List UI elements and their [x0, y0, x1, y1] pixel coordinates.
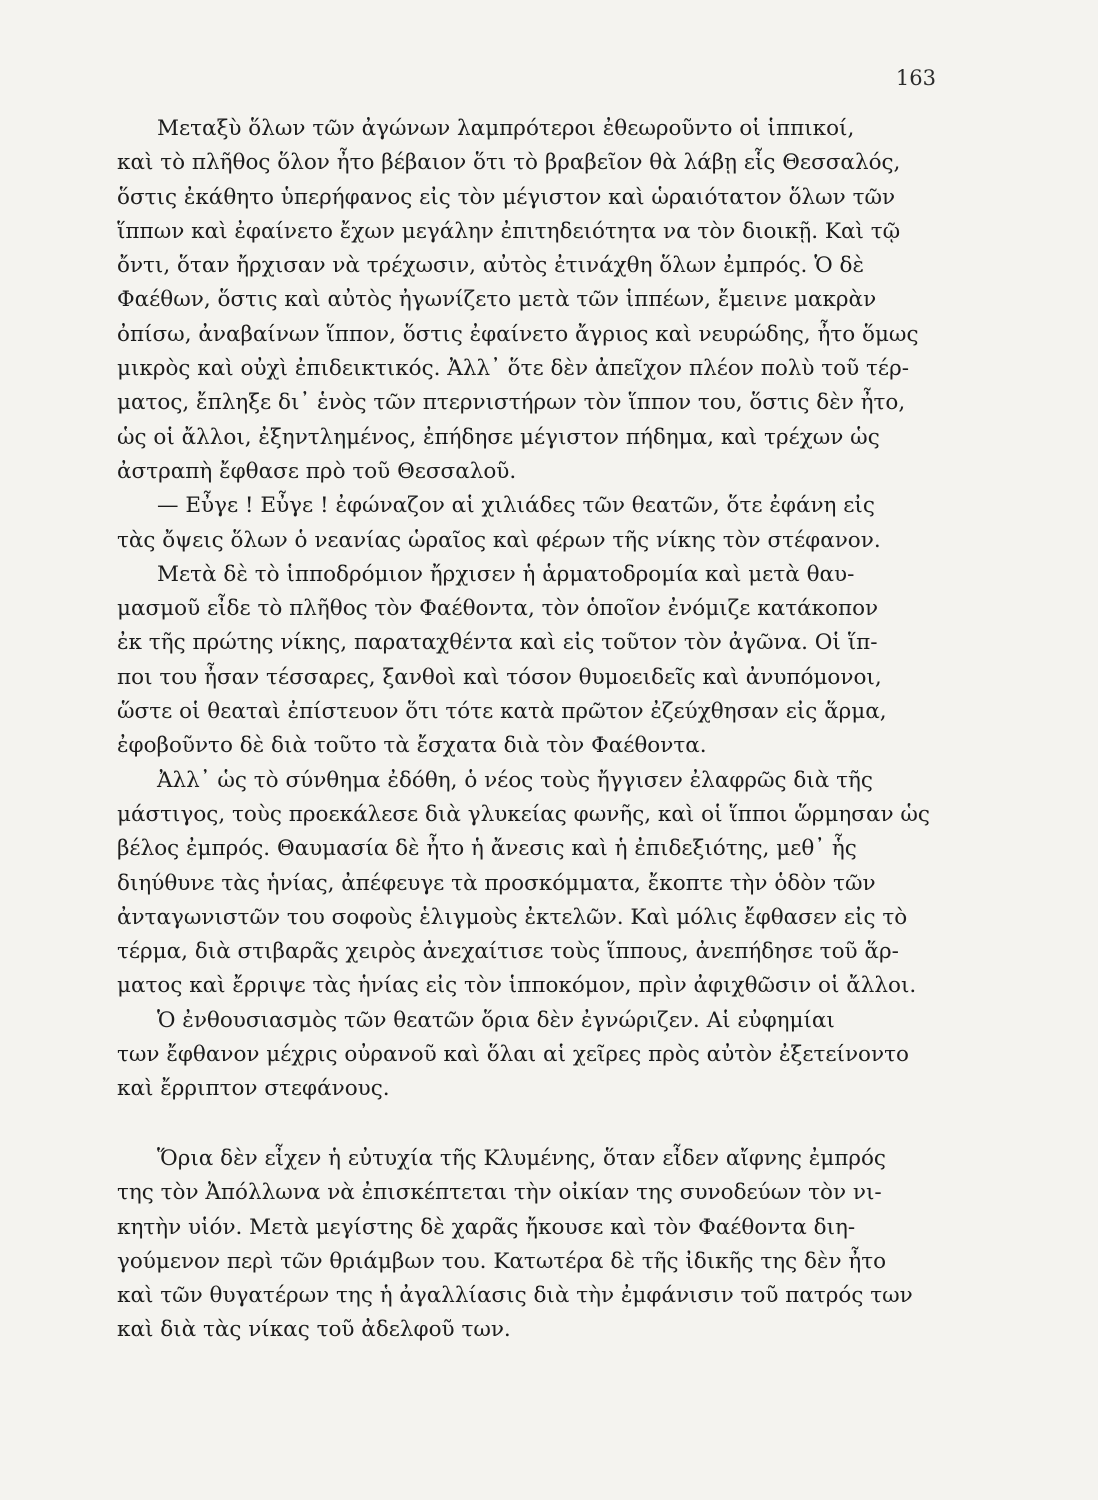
text-line: ἵππων καὶ ἐφαίνετο ἔχων μεγάλην ἐπιτηδειότητα να τὸν διοικῇ. Καὶ τῷ	[117, 218, 901, 244]
text-line: μάστιγος, τοὺς προεκάλεσε διὰ γλυκείας φωνῆς, καὶ οἱ ἵπποι ὥρμησαν ὡς	[117, 801, 930, 827]
text-line: γούμενον περὶ τῶν θριάμβων του. Κατωτέρα δὲ τῆς ἰδικῆς της δὲν ἦτο	[117, 1248, 887, 1274]
text-line: Μεταξὺ ὅλων τῶν ἀγώνων λαμπρότεροι ἐθεωροῦντο οἱ ἱππικοί,	[157, 116, 855, 141]
text-line: τὰς ὄψεις ὅλων ὁ νεανίας ὡραῖος καὶ φέρων τῆς νίκης τὸν στέφανον.	[117, 527, 881, 553]
text-line: ματος, ἔπληξε δι᾽ ἑνὸς τῶν πτερνιστήρων τὸν ἵππον του, ὅστις δὲν ἦτο,	[117, 390, 906, 416]
text-line: Ὁ ἐνθουσιασμὸς τῶν θεατῶν ὅρια δὲν ἐγνώριζεν. Αἱ εὐφημίαι	[157, 1007, 835, 1033]
text-block-main	[117, 112, 939, 1107]
text-line: Ὅρια δὲν εἶχεν ἡ εὐτυχία τῆς Κλυμένης, ὅταν εἶδεν αἴφνης ἐμπρός	[157, 1146, 886, 1171]
text-line: ἀνταγωνιστῶν του σοφοὺς ἑλιγμοὺς ἐκτελῶν. Καὶ μόλις ἔφθασεν εἰς τὸ	[117, 904, 908, 930]
text-line: μικρὸς καὶ οὐχὶ ἐπιδεικτικός. Ἀλλ᾽ ὅτε δὲν ἀπεῖχον πλέον πολὺ τοῦ τέρ-	[117, 356, 909, 382]
text-line: ὡς οἱ ἄλλοι, ἐξηντλημένος, ἐπήδησε μέγιστον πήδημα, καὶ τρέχων ὡς	[117, 424, 880, 450]
text-line: Μετὰ δὲ τὸ ἱπποδρόμιον ἤρχισεν ἡ ἁρματοδρομία καὶ μετὰ θαυ-	[157, 561, 855, 587]
text-line: ὅστις ἐκάθητο ὑπερήφανος εἰς τὸν μέγιστον καὶ ὡραιότατον ὅλων τῶν	[117, 184, 896, 210]
text-line: — Εὖγε ! Εὖγε ! ἐφώναζον αἱ χιλιάδες τῶν θεατῶν, ὅτε ἐφάνη εἰς	[157, 493, 875, 519]
text-line: κητὴν υἱόν. Μετὰ μεγίστης δὲ χαρᾶς ἤκουσε καὶ τὸν Φαέθοντα διη-	[117, 1214, 856, 1240]
text-line: καὶ τὸ πλῆθος ὅλον ἦτο βέβαιον ὅτι τὸ βραβεῖον θὰ λάβῃ εἷς Θεσσαλός,	[117, 150, 901, 176]
text-line: καὶ τῶν θυγατέρων της ἡ ἀγαλλίασις διὰ τὴν ἐμφάνισιν τοῦ πατρός των	[117, 1283, 913, 1309]
page-number: 163	[895, 66, 936, 90]
text-line: ὀπίσω, ἀναβαίνων ἵππον, ὅστις ἐφαίνετο ἄγριος καὶ νευρώδης, ἦτο ὅμως	[117, 321, 919, 347]
text-line: βέλος ἐμπρός. Θαυμασία δὲ ἦτο ἡ ἄνεσις καὶ ἡ ἐπιδεξιότης, μεθ᾽ ἧς	[117, 836, 857, 862]
text-line: ποι του ἦσαν τέσσαρες, ξανθοὶ καὶ τόσον θυμοειδεῖς καὶ ἀνυπόμονοι,	[117, 664, 882, 690]
text-line: της τὸν Ἀπόλλωνα νὰ ἐπισκέπτεται τὴν οἰκίαν της συνοδεύων τὸν νι-	[117, 1180, 882, 1206]
text-line: ἀστραπὴ ἔφθασε πρὸ τοῦ Θεσσαλοῦ.	[117, 458, 517, 484]
text-line: ἐφοβοῦντο δὲ διὰ τοῦτο τὰ ἔσχατα διὰ τὸν Φαέθοντα.	[117, 733, 707, 759]
text-line: καὶ ἔρριπτον στεφάνους.	[117, 1076, 390, 1102]
text-line: ματος καὶ ἔρριψε τὰς ἡνίας εἰς τὸν ἱπποκόμον, πρὶν ἀφιχθῶσιν οἱ ἄλλοι.	[117, 973, 917, 999]
text-line: των ἔφθανον μέχρις οὐρανοῦ καὶ ὅλαι αἱ χεῖρες πρὸς αὐτὸν ἐξετείνοντο	[117, 1042, 909, 1068]
text-line: μασμοῦ εἶδε τὸ πλῆθος τὸν Φαέθοντα, τὸν ὁποῖον ἐνόμιζε κατάκοπον	[117, 596, 879, 622]
text-line: ὥστε οἱ θεαταὶ ἐπίστευον ὅτι τότε κατὰ πρῶτον ἐζεύχθησαν εἰς ἅρμα,	[117, 699, 887, 725]
text-line: ὄντι, ὅταν ἤρχισαν νὰ τρέχωσιν, αὐτὸς ἐτινάχθη ὅλων ἐμπρός. Ὁ δὲ	[117, 253, 865, 279]
text-line: διηύθυνε τὰς ἡνίας, ἀπέφευγε τὰ προσκόμματα, ἔκοπτε τὴν ὁδὸν τῶν	[117, 870, 876, 896]
text-block-final	[117, 1142, 939, 1348]
text-line: Ἀλλ᾽ ὡς τὸ σύνθημα ἐδόθη, ὁ νέος τοὺς ἤγγισεν ἐλαφρῶς διὰ τῆς	[157, 767, 873, 793]
text-line: ἐκ τῆς πρώτης νίκης, παραταχθέντα καὶ εἰς τοῦτον τὸν ἀγῶνα. Οἱ ἵπ-	[117, 630, 878, 656]
text-line: Φαέθων, ὅστις καὶ αὐτὸς ἠγωνίζετο μετὰ τῶν ἱππέων, ἔμεινε μακρὰν	[117, 287, 877, 313]
text-line: καὶ διὰ τὰς νίκας τοῦ ἀδελφοῦ των.	[117, 1317, 511, 1343]
text-line: τέρμα, διὰ στιβαρᾶς χειρὸς ἀνεχαίτισε τοὺς ἵππους, ἀνεπήδησε τοῦ ἅρ-	[117, 939, 899, 965]
